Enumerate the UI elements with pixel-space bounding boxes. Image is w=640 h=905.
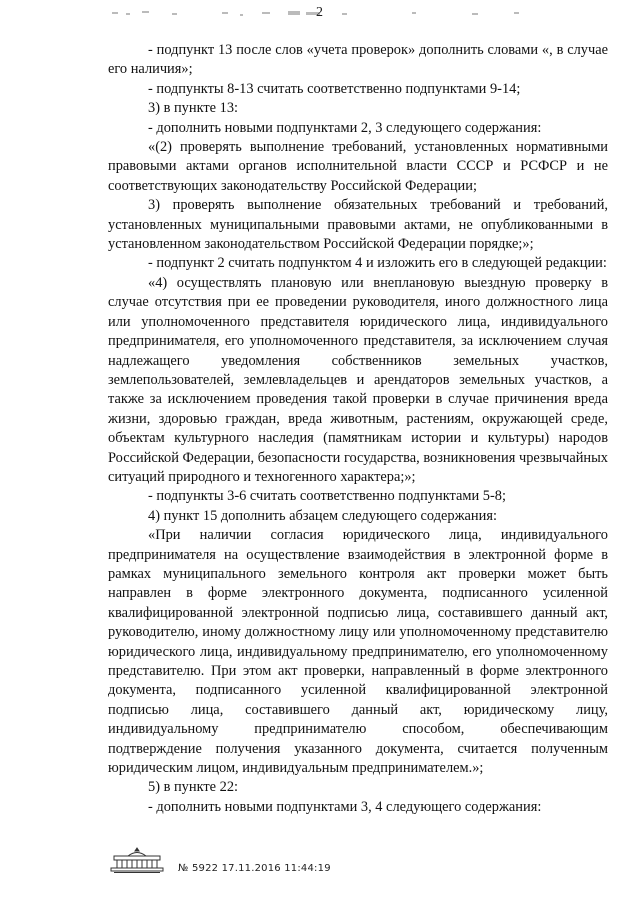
paragraph: «При наличии согласия юридического лица, индивидуального предпринимателя на осуществление взаимодействия в электронной форме в рамках муниципального земельного контроля акт проверки может быть направлен в форме электронного документа, подписанного усиленной квалифицированной электронной подписью лица, составившего данный акт, руководителю, иному должностному лицу или уполномоченному представителю юридического лица, индивидуальному предпринимателю, его уполномоченному представителю. При этом акт проверки, направленный в форме электронного документа, подписанного усиленной квалифицированной электронной подписью лица, составившего данный акт, юридическому лицу, индивидуальному предпринимателю способом, обеспечивающим подтверждение получения указанного документа, считается полученным юридическим лицом, индивидуальным предпринимателем.»; bbox=[108, 527, 608, 777]
paragraph: 4) пункт 15 дополнить абзацем следующего содержания: bbox=[148, 507, 497, 524]
paragraph: - подпункт 13 после слов «учета проверок» дополнить словами «, в случае его наличия»; bbox=[108, 42, 608, 78]
paragraph: - подпункты 8-13 считать соответственно подпунктами 9-14; bbox=[148, 80, 521, 97]
paragraph: 3) в пункте 13: bbox=[148, 100, 239, 117]
government-building-icon bbox=[108, 846, 166, 874]
document-footer bbox=[108, 846, 368, 886]
registration-stamp: № 5922 17.11.2016 11:44:19 bbox=[178, 863, 331, 874]
paragraph: - дополнить новыми подпунктами 2, 3 следующего содержания: bbox=[148, 119, 542, 136]
paragraph: 5) в пункте 22: bbox=[148, 779, 239, 796]
paragraph: «(2) проверять выполнение требований, установленных нормативными правовыми актами органов исполнительной власти СССР и РСФСР и не соответствующих законодательству Российской Федерации; bbox=[108, 139, 608, 194]
paragraph: «4) осуществлять плановую или внеплановую выездную проверку в случае отсутствия при ее проведении руководителя, иного должностного лица или уполномоченного представителя юридического лица, индивидуального предпринимателя, его уполномоченного представителя, за исключением случая надлежащего уведомления собственников земельных участков, землепользователей, землевладельцев и арендаторов земельных участков, а также за исключением проведения такой проверки в случае причинения вреда жизни, здоровью граждан, вреда животным, растениям, окружающей среде, объектам культурного наследия (памятникам истории и культуры) народов Российской Федерации, безопасности государства, возникновения чрезвычайных ситуаций природного и техногенного характера;»; bbox=[108, 274, 608, 485]
document-body bbox=[108, 41, 608, 817]
paragraph: 3) проверять выполнение обязательных требований и требований, установленных муниципальными правовыми актами, не опубликованными в установленном законодательством Российской Федерации порядке;»; bbox=[108, 197, 608, 253]
page-number: 2 bbox=[316, 5, 324, 20]
paragraph: - дополнить новыми подпунктами 3, 4 следующего содержания: bbox=[148, 798, 542, 815]
paragraph: - подпункт 2 считать подпунктом 4 и изложить его в следующей редакции: bbox=[148, 255, 607, 272]
paragraph: - подпункты 3-6 считать соответственно подпунктами 5-8; bbox=[148, 488, 506, 505]
